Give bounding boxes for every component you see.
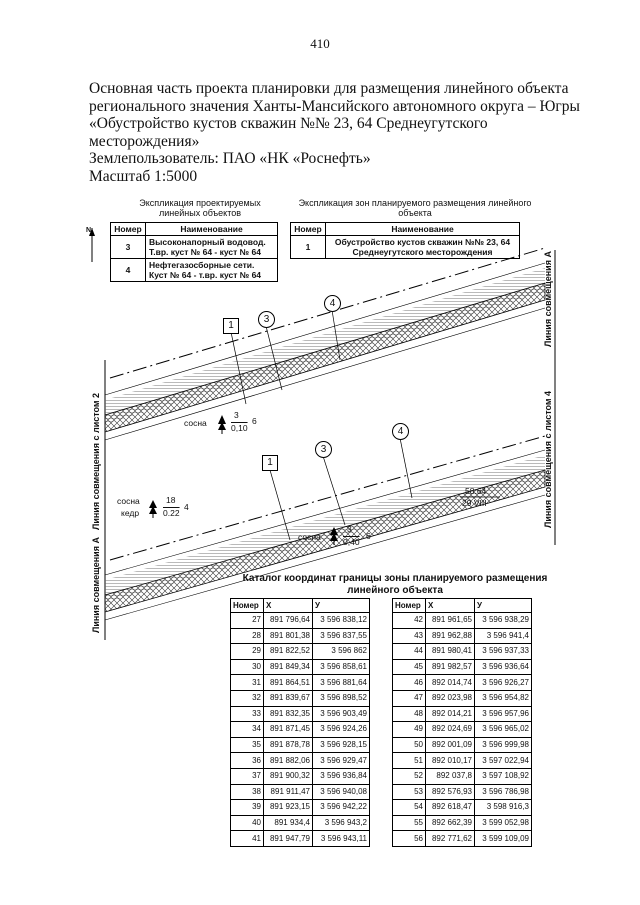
line-label-a-bottom: Линия совмещения А <box>91 537 101 633</box>
table-row <box>393 644 532 660</box>
table-row <box>231 753 370 769</box>
forest-count: 6 <box>366 531 371 541</box>
point-number: 50 <box>393 737 426 753</box>
point-number: 35 <box>231 737 264 753</box>
coord-x: 892 576,93 <box>426 784 475 800</box>
coord-x: 891 849,34 <box>264 659 313 675</box>
coord-y: 3 597 022,94 <box>475 753 532 769</box>
table-row <box>231 815 370 831</box>
coord-y: 3 597 108,92 <box>475 768 532 784</box>
forest-count: 4 <box>184 502 189 512</box>
forest-dist: 0,10 <box>231 423 248 433</box>
point-number: 52 <box>393 768 426 784</box>
coord-y: 3 599 109,09 <box>475 831 532 847</box>
coord-x: 892 662,39 <box>426 815 475 831</box>
coord-y: 3 596 999,98 <box>475 737 532 753</box>
point-number: 32 <box>231 690 264 706</box>
plot-sub: 29 VIII <box>462 498 487 508</box>
coord-y: 3 596 858,61 <box>313 659 370 675</box>
point-number: 43 <box>393 628 426 644</box>
coord-x: 892 024,69 <box>426 722 475 738</box>
col-header-number: Номер <box>111 223 146 236</box>
point-number: 40 <box>231 815 264 831</box>
coord-y: 3 596 938,29 <box>475 613 532 629</box>
table-row <box>231 644 370 660</box>
coord-x: 891 900,32 <box>264 768 313 784</box>
heading-line: регионального значения Ханты-Мансийского автономного округа – Югры <box>89 97 580 115</box>
col-header-x: X <box>264 599 313 613</box>
col-header-number: Номер <box>291 223 326 236</box>
forest-species: сосна <box>117 496 140 506</box>
tree-icon <box>218 415 226 434</box>
scale: Масштаб 1:5000 <box>89 167 198 185</box>
coord-y: 3 596 941,4 <box>475 628 532 644</box>
coord-x: 891 878,78 <box>264 737 313 753</box>
coord-x: 891 934,4 <box>264 815 313 831</box>
row-name: Обустройство кустов скважин №№ 23, 64 Среднеугутского месторождения <box>326 236 520 259</box>
coord-y: 3 596 881,64 <box>313 675 370 691</box>
coord-y: 3 599 052,98 <box>475 815 532 831</box>
coord-y: 3 596 937,33 <box>475 644 532 660</box>
tree-icon <box>149 500 157 518</box>
coord-y: 3 596 837,55 <box>313 628 370 644</box>
point-number: 49 <box>393 722 426 738</box>
point-number: 54 <box>393 800 426 816</box>
table-row <box>393 800 532 816</box>
zone-label-box: 1 <box>262 455 278 471</box>
coord-x: 892 010,17 <box>426 753 475 769</box>
point-number: 42 <box>393 613 426 629</box>
row-number: 4 <box>111 259 146 282</box>
explication-linear-title: Экспликация проектируемых линейных объектов <box>139 198 261 218</box>
point-number: 33 <box>231 706 264 722</box>
point-number: 55 <box>393 815 426 831</box>
table-row <box>231 800 370 816</box>
row-name: Высоконапорный водовод. Т.вр. куст № 64 - куст № 64 <box>146 236 278 259</box>
coord-x: 891 864,51 <box>264 675 313 691</box>
catalog-table-right <box>392 598 532 847</box>
table-row <box>231 784 370 800</box>
col-header-name: Наименование <box>146 223 278 236</box>
coord-y: 3 596 943,11 <box>313 831 370 847</box>
coord-y: 3 596 957,96 <box>475 706 532 722</box>
point-number: 29 <box>231 644 264 660</box>
heading-line: Основная часть проекта планировки для размещения линейного объекта <box>89 80 569 97</box>
heading-line: месторождения» <box>89 132 200 150</box>
forest-height: 3 <box>234 410 239 420</box>
pipe-label-circle: 4 <box>324 295 341 312</box>
coord-x: 892 014,21 <box>426 706 475 722</box>
coord-x: 891 980,41 <box>426 644 475 660</box>
table-row <box>393 831 532 847</box>
table-row <box>231 768 370 784</box>
table-row <box>231 737 370 753</box>
coord-y: 3 596 940,08 <box>313 784 370 800</box>
col-header-y: У <box>475 599 532 613</box>
col-header-y: У <box>313 599 370 613</box>
row-number: 1 <box>291 236 326 259</box>
pipe-label-circle: 4 <box>392 423 409 440</box>
coord-y: 3 596 862 <box>313 644 370 660</box>
coord-y: 3 596 926,27 <box>475 675 532 691</box>
table-row <box>393 737 532 753</box>
coord-x: 892 037,8 <box>426 768 475 784</box>
coord-x: 892 618,47 <box>426 800 475 816</box>
table-row <box>393 722 532 738</box>
forest-dist: 0.22 <box>163 508 180 518</box>
forest-count: 6 <box>252 416 257 426</box>
coord-x: 891 871,45 <box>264 722 313 738</box>
coord-x: 892 023,98 <box>426 690 475 706</box>
table-row <box>231 613 370 629</box>
zone-label-box: 1 <box>223 318 239 334</box>
heading-line: «Обустройство кустов скважин №№ 23, 64 Среднеугутского <box>89 115 488 132</box>
coord-x: 891 962,88 <box>426 628 475 644</box>
line-label-a-top: Линия совмещения А <box>543 251 553 347</box>
catalog-title: Каталог координат границы зоны планируемого размещения линейного объекта <box>242 573 548 596</box>
col-header-name: Наименование <box>326 223 520 236</box>
corridor-upper <box>105 248 545 440</box>
table-row <box>393 675 532 691</box>
forest-species: сосна <box>184 418 207 428</box>
line-label-sheet4: Линия совмещения с листом 4 <box>543 390 553 528</box>
table-row <box>393 613 532 629</box>
table-row <box>231 831 370 847</box>
coord-y: 3 596 898,52 <box>313 690 370 706</box>
row-name: Нефтегазосборные сети. Куст № 64 - т.вр. куст № 64 <box>146 259 278 282</box>
table-row <box>393 753 532 769</box>
point-number: 56 <box>393 831 426 847</box>
page-number: 410 <box>310 36 330 51</box>
coord-x: 891 822,52 <box>264 644 313 660</box>
table-row <box>393 628 532 644</box>
land-user: Землепользователь: ПАО «НК «Роснефть» <box>89 150 371 167</box>
point-number: 45 <box>393 659 426 675</box>
point-number: 46 <box>393 675 426 691</box>
coord-x: 891 982,57 <box>426 659 475 675</box>
forest-height: 3 <box>347 524 352 534</box>
forest-dist: 0,40 <box>343 537 360 547</box>
pipe-label-circle: 3 <box>258 311 275 328</box>
table-row <box>393 815 532 831</box>
coord-x: 892 014,74 <box>426 675 475 691</box>
coord-x: 891 961,65 <box>426 613 475 629</box>
coord-y: 3 598 916,3 <box>475 800 532 816</box>
point-number: 51 <box>393 753 426 769</box>
coord-y: 3 596 838,12 <box>313 613 370 629</box>
catalog-table-left <box>230 598 370 847</box>
forest-height: 18 <box>166 495 176 505</box>
coord-y: 3 596 786,98 <box>475 784 532 800</box>
coord-x: 891 947,79 <box>264 831 313 847</box>
col-header-x: X <box>426 599 475 613</box>
table-row <box>231 706 370 722</box>
table-row <box>231 659 370 675</box>
coord-y: 3 596 928,15 <box>313 737 370 753</box>
coord-y: 3 596 942,22 <box>313 800 370 816</box>
point-number: 27 <box>231 613 264 629</box>
coord-x: 891 801,38 <box>264 628 313 644</box>
table-row <box>393 690 532 706</box>
coord-x: 891 882,06 <box>264 753 313 769</box>
col-header-number: Номер <box>231 599 264 613</box>
table-row <box>393 659 532 675</box>
coord-x: 891 839,67 <box>264 690 313 706</box>
coord-x: 891 832,35 <box>264 706 313 722</box>
coord-y: 3 596 929,47 <box>313 753 370 769</box>
coord-x: 891 796,64 <box>264 613 313 629</box>
coord-y: 3 596 924,26 <box>313 722 370 738</box>
coord-x: 891 911,47 <box>264 784 313 800</box>
point-number: 38 <box>231 784 264 800</box>
coord-y: 3 596 954,82 <box>475 690 532 706</box>
col-header-number: Номер <box>393 599 426 613</box>
coord-y: 3 596 903,49 <box>313 706 370 722</box>
point-number: 48 <box>393 706 426 722</box>
coord-x: 892 771,62 <box>426 831 475 847</box>
point-number: 34 <box>231 722 264 738</box>
coord-x: 892 001,09 <box>426 737 475 753</box>
table-row <box>231 675 370 691</box>
point-number: 41 <box>231 831 264 847</box>
table-row <box>393 784 532 800</box>
north-label: N <box>86 227 92 234</box>
coord-y: 3 596 936,64 <box>475 659 532 675</box>
point-number: 39 <box>231 800 264 816</box>
table-row <box>393 706 532 722</box>
table-row <box>393 768 532 784</box>
point-number: 36 <box>231 753 264 769</box>
row-number: 3 <box>111 236 146 259</box>
table-row <box>231 628 370 644</box>
line-label-sheet2: Линия совмещения с листом 2 <box>91 392 101 530</box>
point-number: 44 <box>393 644 426 660</box>
coord-y: 3 596 965,02 <box>475 722 532 738</box>
point-number: 28 <box>231 628 264 644</box>
point-number: 37 <box>231 768 264 784</box>
coord-y: 3 596 936,84 <box>313 768 370 784</box>
pipe-label-circle: 3 <box>315 441 332 458</box>
point-number: 31 <box>231 675 264 691</box>
point-number: 53 <box>393 784 426 800</box>
explication-zones-title: Экспликация зон планируемого размещения линейного объекта <box>298 198 532 218</box>
coord-y: 3 596 943,2 <box>313 815 370 831</box>
forest-species: сосна <box>298 532 321 542</box>
point-number: 47 <box>393 690 426 706</box>
forest-species-2: кедр <box>121 508 140 518</box>
point-number: 30 <box>231 659 264 675</box>
table-row <box>231 690 370 706</box>
table-row <box>231 722 370 738</box>
coord-x: 891 923,15 <box>264 800 313 816</box>
plot-number: 58.64 <box>465 486 487 496</box>
